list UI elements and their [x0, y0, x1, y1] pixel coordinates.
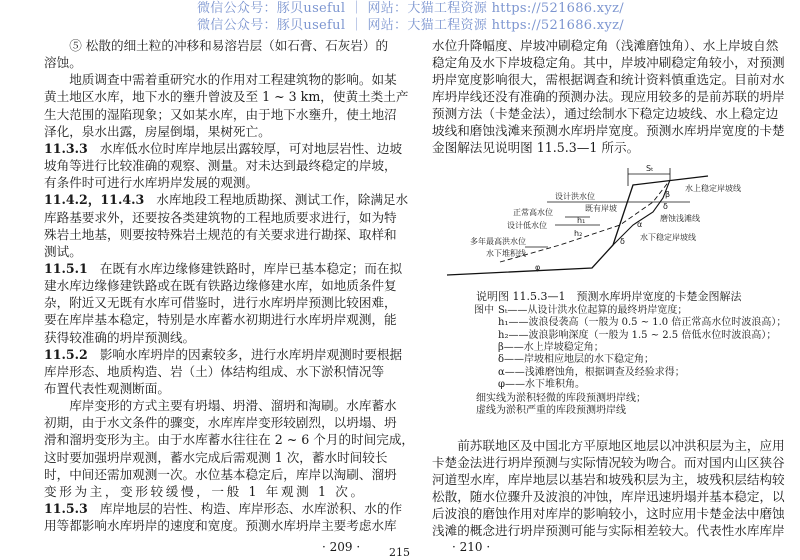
line-text: 库岸变形的方式主要有坍塌、坍滑、溜坍和淘刷。水库蓄水 — [44, 398, 397, 414]
text-line: 库坍岸线还没有准确的预测办法。现应用较多的是前苏联的坍岸 — [432, 89, 785, 104]
text-line: 坍岸宽度影响很大，需根据调查和统计资料慎重选定。目前对水 — [432, 72, 785, 87]
label-design-flood: 设计洪水位 — [555, 192, 595, 201]
legend-prefix: 图中 — [474, 305, 494, 316]
watermark-bottom: 微信公众号：豚贝useful ｜ 网站：大猫工程资源 https://521686.xyz/ — [197, 1, 624, 16]
label-st: Sₜ — [646, 164, 654, 173]
label-design-low: 设计低水位 — [507, 221, 547, 230]
line-text: 获得较准确的坍岸预测线。 — [44, 329, 196, 345]
text-line: 前苏联地区及中国北方平原地区地层以冲洪积层为主，应用 — [432, 438, 785, 453]
label-alpha: α — [637, 220, 643, 229]
legend-item: φ——水下堆积角。 — [498, 378, 586, 390]
text-line: 松散，随水位骤升及波浪的冲蚀，库岸迅速坍塌并基本稳定，以 — [432, 489, 785, 504]
line-text: 要在库岸基本稳定，特别是水库蓄水初期进行水库坍岸观测，能 — [44, 312, 397, 328]
legend-item: h₂——波浪影响深度（一般为 1.5 ~ 2.5 倍低水位时波浪高）； — [498, 329, 777, 341]
label-existing-slope: 既有岸坡 — [585, 204, 617, 213]
line-text: 在既有水库边缘修建铁路时，库岸已基本稳定；而在拟 — [99, 260, 403, 276]
text-line: 稳定角及水下岸坡稳定角。其中，岸坡冲刷稳定角较小，对预测 — [432, 55, 785, 70]
clause-number: 11.4.2，11.4.3 — [44, 192, 145, 208]
line-text: 生大范围的湿陷现象；又如某水库，由于地下水壅升，使土地沼 — [44, 106, 397, 122]
line-text: 地质调查中需着重研究水的作用对工程建筑物的影响。如某 — [44, 72, 397, 88]
line-text: 溶蚀。 — [44, 55, 82, 71]
label-max-flood: 多年最高洪水位 — [470, 237, 526, 246]
label-underwater-slope: 水下稳定岸坡线 — [640, 233, 696, 242]
clause-number: 11.3.3 — [44, 140, 88, 156]
legend-item: α——浅滩磨蚀角，根据调查及经验求得； — [498, 366, 685, 378]
text-line: 河道型水库，库岸地层以基岩和坡残积层为主，坡残积层结构较 — [432, 472, 785, 487]
line-text: 黄土地区水库，地下水的壅升曾波及至 1 ~ 3 km，使黄土类土产 — [44, 89, 409, 105]
line-text: 库岸地层的岩性、构造、库岸形态、水库淤积、水的作 — [99, 501, 403, 517]
text-line: 水位升降幅度、岸坡冲刷稳定角（浅滩磨蚀角）、水上岸坡自然 — [432, 38, 779, 53]
clause-number: 11.5.2 — [44, 346, 88, 362]
text-line: 卡楚金法进行坍岸预测与实际情况较为吻合。而对国内山区狭谷 — [432, 455, 785, 470]
label-beta: β — [665, 190, 671, 199]
legend-item: Sₜ——从设计洪水位起算的最终坍岸宽度； — [498, 305, 688, 316]
line-text: 布置代表性观测断面。 — [44, 381, 170, 396]
right-page-number: · 210 · — [452, 540, 491, 554]
label-above-water-slope: 水上稳定岸坡线 — [685, 184, 741, 193]
legend-item: β——水上岸坡稳定角； — [498, 341, 604, 353]
watermark-top: 微信公众号：豚贝useful ｜ 网站：大猫工程资源 https://521686.xyz/ — [197, 18, 624, 33]
partial-page-number: 215 — [389, 546, 410, 559]
legend-item: δ——岸坡相应地层的水下稳定角； — [498, 354, 655, 366]
text-line: 浅滩的概念进行坍岸预测可能与实际相差较大。代表性水库库岸 — [432, 523, 785, 538]
left-page-number: · 209 · — [322, 540, 361, 554]
line-text: 有条件时可进行水库坍岸发展的观测。 — [44, 175, 259, 191]
line-text: 建水库边缘修建铁路或在既有铁路边缘修建水库，如地质条件复 — [44, 278, 397, 294]
line-text: 滑和溜坍变形为主。由于水库蓄水往往在 2 ~ 6 个月的时间完成， — [44, 432, 415, 448]
line-text: 测试。 — [44, 243, 82, 259]
line-text: 泽化，泉水出露，房屋倒塌，果树死亡。 — [44, 123, 271, 139]
line-text: 变形为主，变形较缓慢，一般 1 年观测 1 次。 — [44, 483, 366, 499]
line-text: 殊岩土地基，则要按特殊岩土规范的有关要求进行勘探、取样和 — [44, 226, 397, 242]
line-text: ⑤ 松散的细土粒的冲移和易溶岩层（如石膏、石灰岩）的 — [44, 38, 389, 53]
line-text: 杂，附近又无既有水库可借鉴时，进行水库坍岸预测比较困难， — [44, 295, 397, 311]
text-line: 金图解法见说明图 11.5.3—1 所示。 — [432, 140, 640, 155]
line-text: 水库低水位时库岸地层出露较厚，可对地层岩性、边坡 — [99, 140, 403, 156]
figure-caption: 说明图 11.5.3—1 预测水库坍岸宽度的卡楚金图解法 — [476, 290, 742, 303]
label-deposit-line: 水下堆积线 — [486, 249, 526, 258]
label-normal-high: 正常高水位 — [513, 208, 553, 217]
clause-number: 11.5.3 — [44, 501, 88, 517]
line-text: 库路基要求外，还要按各类建筑物的工程地质要求进行，如为特 — [44, 209, 397, 225]
legend-item: h₁——波浪侵袭高（一般为 0.5 ~ 1.0 倍正常高水位时波浪高）； — [498, 317, 787, 329]
line-text: 水库地段工程地质勘探、测试工作，除满足水 — [156, 192, 409, 208]
text-line: 坡线和磨蚀浅滩来预测水库坍岸宽度。预测水库坍岸宽度的卡楚 — [432, 123, 785, 138]
line-text: 坡角等进行比较准确的观察、测量。对未达到最终稳定的岸坡， — [44, 158, 397, 174]
line-text: 这时要加强坍岸观测，蓄水完成后需观测 1 次，蓄水时间较长 — [44, 449, 388, 465]
line-text: 初期，由于水文条件的骤变，水库库岸变形较剧烈，以坍塌、坍 — [44, 415, 397, 431]
text-line: 预测方法（卡楚金法），通过绘制水下稳定边坡线、水上稳定边 — [432, 106, 779, 121]
label-abrasion-line: 磨蚀浅滩线 — [660, 214, 700, 223]
legend-item: 细实线为淤积轻微的库段预测坍岸线； — [476, 393, 646, 404]
line-text: 时，中间还需加观测一次。水位基本稳定后，库岸以淘刷、溜坍 — [44, 466, 397, 482]
line-text: 用等都影响水库坍岸的速度和宽度。预测水库坍岸主要考虑水库 — [44, 518, 397, 534]
label-delta-1: δ — [663, 202, 668, 211]
legend-item: 虚线为淤积严重的库段预测坍岸线 — [476, 405, 626, 417]
clause-number: 11.5.1 — [44, 260, 88, 276]
label-h2: h₂ — [574, 229, 583, 238]
label-h1: h₁ — [577, 216, 586, 225]
line-text: 影响水库坍岸的因素较多，进行水库坍岸观测时要根据 — [99, 346, 403, 362]
line-text: 库岸形态、地质构造、岩（土）体结构组成、水下淤积情况等 — [44, 363, 385, 379]
label-phi: φ — [535, 263, 541, 272]
label-delta-2: δ — [620, 237, 625, 246]
text-line: 后波浪的磨蚀作用对库岸的影响较小，这时应用卡楚金法中磨蚀 — [432, 506, 785, 521]
